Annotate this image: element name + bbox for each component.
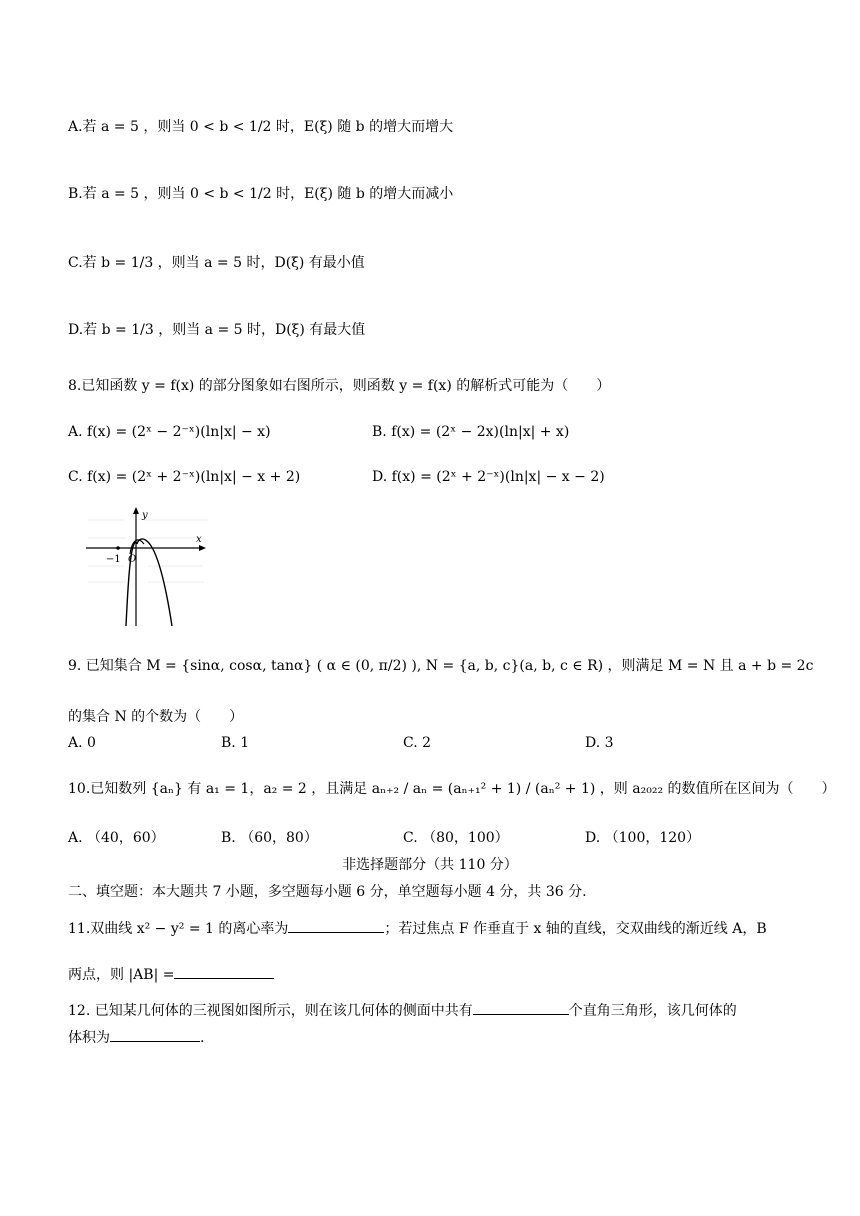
q8-option-c: C. f(x) = (2ˣ + 2⁻ˣ)(ln|x| − x + 2) [68, 469, 301, 485]
q11-line1 [68, 918, 767, 939]
q8-stem: 8.已知函数 y = f(x) 的部分图象如右图所示，则函数 y = f(x) 的解析式可能为（ ） [68, 378, 611, 394]
q9-option-d: D. 3 [585, 735, 614, 751]
q10-stem: 10.已知数列 {aₙ} 有 a₁ = 1，a₂ = 2 ，且满足 aₙ₊₂ / aₙ = (aₙ₊₁² + 1) / (aₙ² + 1) ，则 a₂₀₂₂ 的数值所在区间为（ ） [68, 781, 836, 797]
section-title: 非选择题部分（共 110 分） [342, 857, 518, 873]
q9-option-c: C. 2 [403, 735, 432, 751]
q9-stem-line1: 9. 已知集合 M = {sinα, cosα, tanα} ( α ∈ (0, π/2) ), N = {a, b, c}(a, b, c ∈ R) ，则满足 M = N 且 a + b = 2c [68, 658, 814, 674]
q8-option-a: A. f(x) = (2ˣ − 2⁻ˣ)(ln|x| − x) [68, 424, 271, 440]
q12-line2 [68, 1027, 204, 1048]
q10-option-a: A. （40，60） [68, 830, 165, 846]
q9-option-b: B. 1 [221, 735, 250, 751]
curve-right-branch [137, 539, 172, 626]
q10-option-d: D. （100，120） [585, 830, 701, 846]
q12-text-part1: 12. 已知某几何体的三视图如图所示，则在该几何体的侧面中共有 [68, 1003, 473, 1019]
q10-option-b: B. （60，80） [221, 830, 318, 846]
tick-point-neg-one [116, 546, 120, 550]
y-axis-label: y [142, 510, 148, 521]
graph-background-noise [88, 520, 208, 582]
x-axis-label: x [196, 534, 202, 545]
tick-label-neg-one: −1 [106, 554, 121, 565]
q10-option-c: C. （80，100） [403, 830, 509, 846]
q8-option-d: D. f(x) = (2ˣ + 2⁻ˣ)(ln|x| − x − 2) [372, 469, 605, 485]
q12-text-part3: 体积为 [68, 1030, 110, 1046]
q12-text-part2: 个直角三角形，该几何体的 [568, 1003, 737, 1019]
q11-text-part2: ；若过焦点 F 作垂直于 x 轴的直线，交双曲线的渐近线 A，B [384, 921, 767, 937]
q11-blank-2[interactable] [174, 964, 274, 979]
q7-option-d: D.若 b = 1/3 ，则当 a = 5 时，D(ξ) 有最大值 [68, 322, 366, 338]
q11-text-part1: 11.双曲线 x² − y² = 1 的离心率为 [68, 921, 289, 937]
function-graph [84, 504, 214, 628]
q7-option-b: B.若 a = 5 ，则当 0 < b < 1/2 时，E(ξ) 随 b 的增大而减小 [68, 186, 454, 202]
q7-option-c: C.若 b = 1/3 ，则当 a = 5 时，D(ξ) 有最小值 [68, 255, 365, 271]
q11-text-part3: 两点，则 |AB| = [68, 967, 175, 983]
q12-line1 [68, 1000, 737, 1021]
part2-heading: 二、填空题：本大题共 7 小题，多空题每小题 6 分，单空题每小题 4 分，共 36 分. [68, 884, 587, 900]
q12-text-part4: . [200, 1030, 205, 1046]
q9-stem-line2: 的集合 N 的个数为（ ） [68, 709, 244, 725]
y-axis-arrow [133, 507, 139, 514]
x-axis-arrow [199, 545, 206, 551]
q11-blank-1[interactable] [288, 918, 384, 933]
q9-option-a: A. 0 [68, 735, 96, 751]
q7-option-a: A.若 a = 5 ，则当 0 < b < 1/2 时，E(ξ) 随 b 的增大而增大 [68, 119, 454, 135]
q12-blank-1[interactable] [473, 1000, 569, 1015]
origin-label: O [128, 554, 137, 565]
q12-blank-2[interactable] [110, 1027, 200, 1042]
q11-line2 [68, 964, 274, 985]
q8-option-b: B. f(x) = (2ˣ − 2x)(ln|x| + x) [372, 424, 570, 440]
